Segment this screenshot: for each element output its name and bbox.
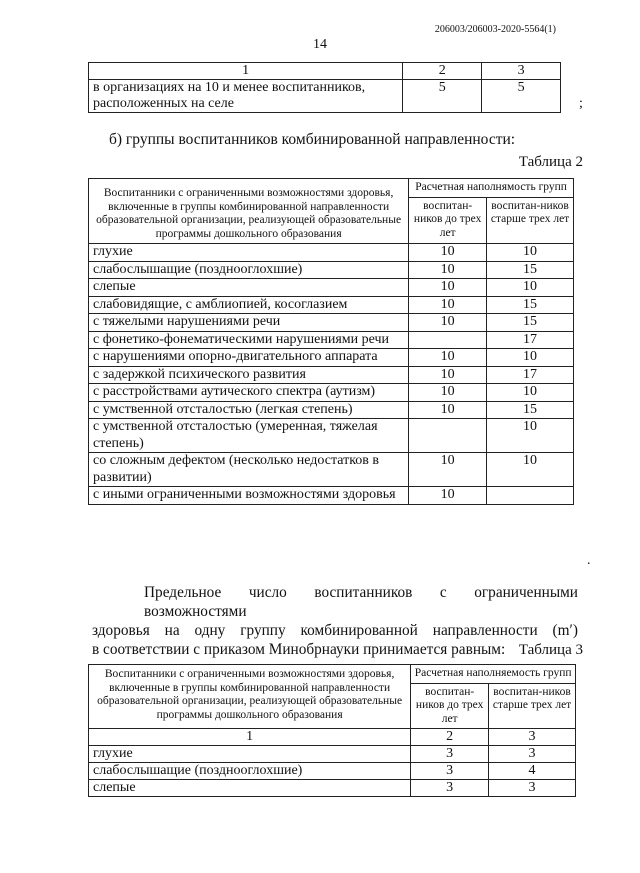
column-number: 3	[489, 729, 576, 746]
table-row	[89, 279, 574, 297]
header-cell: 2	[403, 63, 482, 80]
table-row	[89, 384, 574, 402]
row-label: слепые	[89, 780, 411, 797]
row-label: с умственной отсталостью (легкая степень)	[89, 401, 409, 419]
row-label: слепые	[89, 279, 409, 297]
row-value: 10	[409, 384, 487, 402]
table-row	[89, 746, 576, 763]
table-header-row	[89, 665, 576, 684]
paragraph-line: в соответствии с приказом Минобрнауки принимается равным:	[92, 641, 506, 658]
row-value: 10	[487, 453, 574, 487]
row-value: 10	[409, 401, 487, 419]
row-label: с нарушениями опорно-двигательного аппарата	[89, 349, 409, 367]
header-col-over-3: воспитан-ников старше трех лет	[489, 683, 576, 729]
header-cell: 3	[482, 63, 561, 80]
table-2-caption: Таблица 2	[518, 154, 583, 170]
table-1-trailing-punct: ;	[579, 96, 583, 111]
row-value: 3	[489, 746, 576, 763]
paragraph-line: Предельное число воспитанников с ограниченными возможностями	[144, 584, 578, 620]
table-3	[88, 664, 576, 797]
table-header-row	[89, 63, 561, 80]
row-value: 10	[409, 453, 487, 487]
table-row	[89, 314, 574, 332]
header-capacity: Расчетная наполняемость групп	[411, 665, 576, 684]
table-2	[88, 178, 574, 505]
row-value: 10	[409, 487, 487, 505]
row-value: 3	[411, 780, 489, 797]
row-value	[409, 331, 487, 349]
row-label: со сложным дефектом (несколько недостатков в развитии)	[89, 453, 409, 487]
section-b-heading: б) группы воспитанников комбинированной направленности:	[109, 131, 516, 148]
table-number-row	[89, 729, 576, 746]
table-row	[89, 780, 576, 797]
page-number: 14	[313, 37, 327, 52]
table-row	[89, 296, 574, 314]
row-value: 5	[482, 80, 561, 113]
paragraph-line: здоровья на одну группу комбинированной направленности (m′)	[92, 622, 578, 639]
row-value: 10	[409, 349, 487, 367]
row-label: с тяжелыми нарушениями речи	[89, 314, 409, 332]
table-row	[89, 366, 574, 384]
table-row	[89, 401, 574, 419]
header-cell: 1	[89, 63, 403, 80]
row-label: с задержкой психического развития	[89, 366, 409, 384]
row-label: с фонетико-фонематическими нарушениями речи	[89, 331, 409, 349]
row-value: 10	[409, 261, 487, 279]
row-value: 10	[409, 279, 487, 297]
row-value: 10	[487, 419, 574, 453]
table-row	[89, 244, 574, 262]
table-row	[89, 261, 574, 279]
row-value: 10	[409, 366, 487, 384]
row-value: 10	[487, 244, 574, 262]
table-row	[89, 419, 574, 453]
row-value	[487, 487, 574, 505]
row-label: слабослышащие (позднооглохшие)	[89, 261, 409, 279]
row-value: 3	[411, 763, 489, 780]
table-header-row	[89, 179, 574, 198]
row-value: 15	[487, 314, 574, 332]
table-3-caption: Таблица 3	[518, 642, 583, 658]
table-1-continuation	[88, 62, 561, 113]
row-value	[409, 419, 487, 453]
row-value: 10	[409, 296, 487, 314]
table-row	[89, 331, 574, 349]
row-label: в организациях на 10 и менее воспитанников, расположенных на селе	[89, 80, 403, 113]
row-value: 5	[403, 80, 482, 113]
row-value: 4	[489, 763, 576, 780]
document-id: 206003/206003-2020-5564(1)	[434, 24, 556, 35]
paragraph	[92, 583, 578, 659]
table-row	[89, 349, 574, 367]
row-value: 15	[487, 261, 574, 279]
row-label: глухие	[89, 746, 411, 763]
row-value: 3	[411, 746, 489, 763]
row-value: 17	[487, 366, 574, 384]
row-value: 10	[487, 349, 574, 367]
row-label: слабослышащие (позднооглохшие)	[89, 763, 411, 780]
header-main: Воспитанники с ограниченными возможностями здоровья, включенные в группы комбинированной направленности образовательной организации, реализующей образовательные программы дошкольного образования	[89, 179, 409, 244]
row-label: с иными ограниченными возможностями здоровья	[89, 487, 409, 505]
row-label: с умственной отсталостью (умеренная, тяжелая степень)	[89, 419, 409, 453]
row-value: 17	[487, 331, 574, 349]
row-value: 3	[489, 780, 576, 797]
table-2-trailing-punct: .	[587, 553, 591, 568]
column-number: 2	[411, 729, 489, 746]
header-main: Воспитанники с ограниченными возможностями здоровья, включенные в группы комбинированной направленности образовательной организации, реализующей образовательные программы дошкольного образования	[89, 665, 411, 729]
table-row	[89, 763, 576, 780]
row-label: глухие	[89, 244, 409, 262]
table-row	[89, 80, 561, 113]
row-value: 15	[487, 401, 574, 419]
row-value: 10	[409, 314, 487, 332]
row-value: 10	[487, 384, 574, 402]
row-value: 10	[409, 244, 487, 262]
row-label: с расстройствами аутического спектра (аутизм)	[89, 384, 409, 402]
header-capacity: Расчетная наполнямость групп	[409, 179, 574, 198]
table-row	[89, 487, 574, 505]
header-col-under-3: воспитан-ников до трех лет	[409, 197, 487, 243]
column-number: 1	[89, 729, 411, 746]
header-col-over-3: воспитан-ников старше трех лет	[487, 197, 574, 243]
row-value: 10	[487, 279, 574, 297]
row-value: 15	[487, 296, 574, 314]
table-row	[89, 453, 574, 487]
row-label: слабовидящие, с амблиопией, косоглазием	[89, 296, 409, 314]
header-col-under-3: воспитан-ников до трех лет	[411, 683, 489, 729]
